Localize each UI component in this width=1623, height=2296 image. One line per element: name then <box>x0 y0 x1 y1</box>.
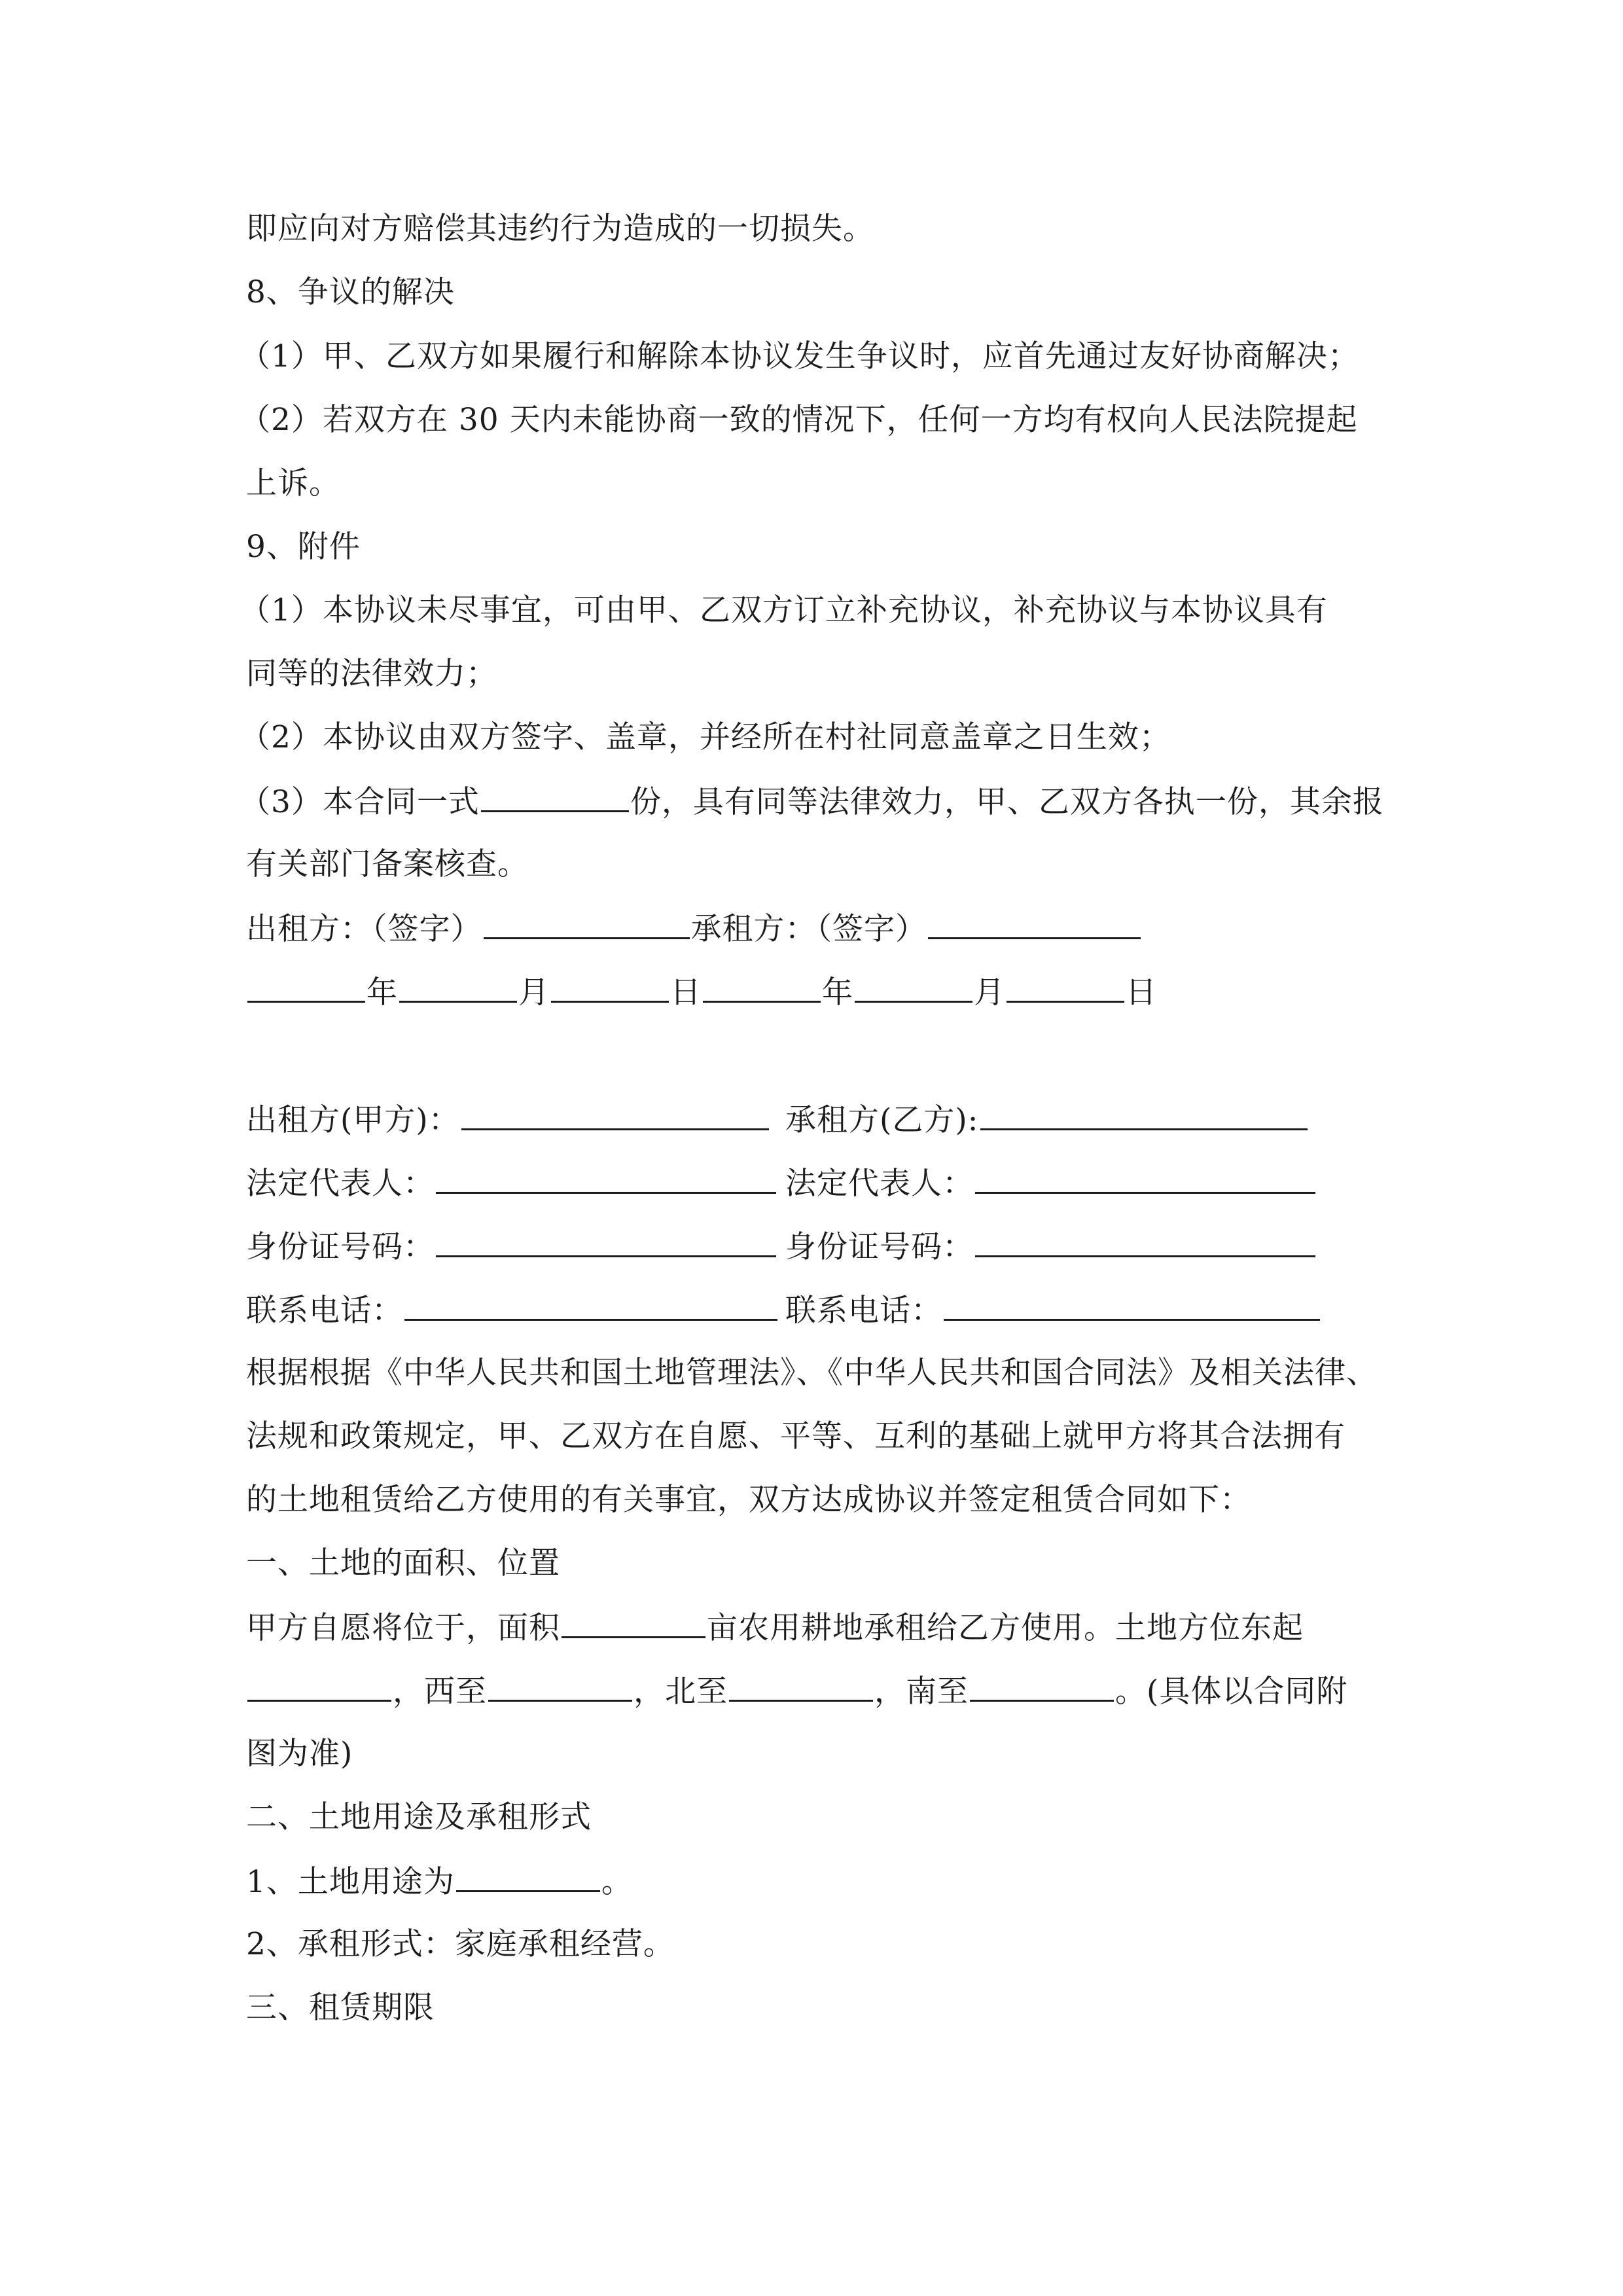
lessor-party-label: 出租方(甲方)： <box>246 1102 460 1138</box>
day-label: 日 <box>670 975 702 1011</box>
lessee-signature-blank[interactable] <box>928 902 1141 939</box>
paragraph-line: 有关部门备案核查。 <box>246 846 529 882</box>
lessor-id-label: 身份证号码： <box>246 1229 435 1265</box>
phone-lessee-line <box>785 1283 1321 1336</box>
legal-rep-lessor-line <box>246 1157 777 1209</box>
south-label: ，南至 <box>874 1674 969 1710</box>
area-blank[interactable] <box>562 1601 705 1638</box>
east-boundary-blank[interactable] <box>247 1664 391 1702</box>
phone-lessor-line <box>246 1283 779 1336</box>
year-label: 年 <box>366 975 398 1011</box>
lessor-day-blank[interactable] <box>551 965 669 1003</box>
lessor-signature-blank[interactable] <box>484 902 690 939</box>
paragraph-line: 法规和政策规定，甲、乙双方在自愿、平等、互利的基础上就甲方将其合法拥有 <box>246 1418 1346 1454</box>
lessor-year-blank[interactable] <box>247 965 365 1003</box>
day-label: 日 <box>1126 975 1157 1011</box>
text-segment: 。(具体以合同附 <box>1115 1674 1348 1710</box>
lessee-party-label: 承租方(乙方): <box>785 1102 979 1138</box>
paragraph-line: 同等的法律效力； <box>246 656 497 692</box>
month-label: 月 <box>518 975 550 1011</box>
lessor-legal-rep-blank[interactable] <box>436 1157 776 1194</box>
north-label: ，北至 <box>633 1674 728 1710</box>
lessor-phone-blank[interactable] <box>404 1283 777 1321</box>
paragraph-line: 2、承租形式：家庭承租经营。 <box>246 1926 675 1962</box>
party-lessor-line <box>246 1093 770 1145</box>
text-segment: （3）本合同一式 <box>240 784 480 820</box>
date-line <box>246 965 1157 1018</box>
paragraph-line: （1）本协议未尽事宜，可由甲、乙双方订立补充协议，补充协议与本协议具有 <box>240 592 1328 628</box>
section-heading-term: 三、租赁期限 <box>246 1990 435 2026</box>
lessee-phone-blank[interactable] <box>944 1283 1320 1321</box>
lessor-month-blank[interactable] <box>399 965 517 1003</box>
paragraph-line: （1）甲、乙双方如果履行和解除本协议发生争议时，应首先通过友好协商解决； <box>240 338 1359 374</box>
text-segment: 甲方自愿将位于，面积 <box>246 1610 560 1646</box>
lessee-phone-label: 联系电话： <box>785 1293 942 1329</box>
id-lessor-line <box>246 1220 777 1272</box>
lessee-month-blank[interactable] <box>855 965 972 1003</box>
party-lessee-line <box>785 1093 1309 1145</box>
west-boundary-blank[interactable] <box>488 1664 632 1702</box>
text-segment: 。 <box>601 1864 633 1900</box>
legal-rep-lessee-line <box>785 1157 1317 1209</box>
copies-blank[interactable] <box>481 775 629 812</box>
text-segment: 1、土地用途为 <box>246 1864 455 1900</box>
north-boundary-blank[interactable] <box>729 1664 873 1702</box>
lessee-legal-rep-blank[interactable] <box>975 1157 1315 1194</box>
lessee-id-blank[interactable] <box>975 1220 1315 1257</box>
lessor-phone-label: 联系电话： <box>246 1293 403 1329</box>
paragraph-line: 即应向对方赔偿其违约行为造成的一切损失。 <box>246 211 874 247</box>
signature-line <box>246 902 1142 954</box>
paragraph-line <box>246 1601 1304 1653</box>
lessee-party-blank[interactable] <box>980 1093 1308 1130</box>
lessor-legal-rep-label: 法定代表人： <box>246 1166 435 1202</box>
year-label: 年 <box>822 975 853 1011</box>
land-use-blank[interactable] <box>456 1855 600 1892</box>
lessee-id-label: 身份证号码： <box>785 1229 974 1265</box>
paragraph-line <box>246 1664 1347 1717</box>
section-heading-attachment: 9、附件 <box>246 529 361 565</box>
text-segment: 亩农用耕地承租给乙方使用。土地方位东起 <box>707 1610 1304 1646</box>
west-label: ，西至 <box>393 1674 487 1710</box>
paragraph-line: 上诉。 <box>246 465 340 501</box>
paragraph-line: 的土地租赁给乙方使用的有关事宜，双方达成协议并签定租赁合同如下： <box>246 1482 1251 1518</box>
lessee-signature-label: 承租方：（签字） <box>690 911 927 947</box>
id-lessee-line <box>785 1220 1317 1272</box>
lessee-day-blank[interactable] <box>1007 965 1124 1003</box>
paragraph-line <box>246 1855 633 1907</box>
paragraph-line: （2）若双方在 30 天内未能协商一致的情况下，任何一方均有权向人民法院提起 <box>240 402 1358 438</box>
paragraph-line <box>240 775 1384 827</box>
lessee-legal-rep-label: 法定代表人： <box>785 1166 974 1202</box>
section-heading-dispute: 8、争议的解决 <box>246 274 455 310</box>
lessor-signature-label: 出租方：（签字） <box>246 911 482 947</box>
text-segment: 份，具有同等法律效力，甲、乙双方各执一份，其余报 <box>630 784 1384 820</box>
south-boundary-blank[interactable] <box>970 1664 1114 1702</box>
section-heading-usage: 二、土地用途及承租形式 <box>246 1799 592 1835</box>
paragraph-line: 根据根据《中华人民共和国土地管理法》、《中华人民共和国合同法》及相关法律、 <box>246 1355 1378 1391</box>
lessee-year-blank[interactable] <box>703 965 821 1003</box>
paragraph-line: （2）本协议由双方签字、盖章，并经所在村社同意盖章之日生效； <box>240 719 1171 755</box>
lessor-id-blank[interactable] <box>436 1220 776 1257</box>
month-label: 月 <box>974 975 1005 1011</box>
paragraph-line: 图为准) <box>246 1736 353 1772</box>
section-heading-area: 一、土地的面积、位置 <box>246 1545 560 1581</box>
lessor-party-blank[interactable] <box>461 1093 769 1130</box>
